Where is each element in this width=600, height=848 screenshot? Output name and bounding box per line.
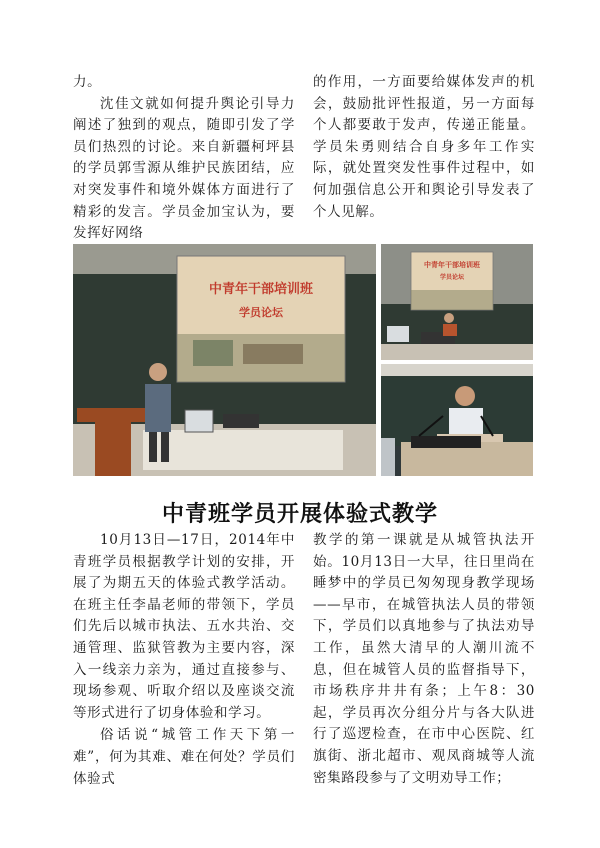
- photo-collage: [73, 244, 533, 476]
- article-right-column: [313, 530, 535, 789]
- paragraph: 力。: [73, 74, 102, 90]
- slide-title: 中青年干部培训班: [208, 282, 313, 297]
- paragraph: 10月13日—17日，2014年中青班学员根据教学计划的安排，开展了为期五天的体验式教学活动。在班主任李晶老师的带领下，学员们先后以城市执法、五水共治、交通管理、监狱管教为主要内容，深入一线亲力亲为，通过直接参与、现场参观、听取介绍以及座谈交流等形式进行了切身体验和学习。: [73, 532, 295, 721]
- paragraph: 沈佳文就如何提升舆论引导力阐述了独到的观点，随即引发了学员们热烈的讨论。来自新疆柯坪县的学员郭雪源从维护民族团结，应对突发事件和境外媒体方面进行了精彩的发言。学员金加宝认为，要发挥好网络: [73, 95, 295, 242]
- top-right-column: [313, 72, 535, 223]
- paragraph: 的作用，一方面要给媒体发声的机会，鼓励批评性报道，另一方面每个人都要敢于发声，传递正能量。学员朱勇则结合自身多年工作实际，就处置突发性事件过程中，如何加强信息公开和舆论引导发表了个人见解。: [313, 74, 535, 220]
- paragraph: 教学的第一课就是从城管执法开始。10月13日一大早，往日里尚在睡梦中的学员已匆匆现身教学现场——早市，在城管执法人员的带领下，学员们以真地参与了执法劝导工作，虽然大清早的人潮川流不息，但在城管人员的监督指导下，市场秩序井井有条；上午8：30起，学员再次分组分片与各大队进行了巡逻检查，在市中心医院、红旗街、浙北超市、观凤商城等人流密集路段参与了文明劝导工作；: [313, 532, 535, 786]
- paragraph: 俗话说“城管工作天下第一难”，何为其难、难在何处？学员们体验式: [73, 727, 295, 787]
- top-left-column: [73, 72, 295, 245]
- main-photo: [73, 244, 376, 476]
- article-title: 中青班学员开展体验式教学: [161, 502, 438, 527]
- slide-title: 中青年干部培训班: [424, 261, 480, 269]
- slide-subtitle: 学员论坛: [439, 274, 464, 281]
- slide-subtitle: 学员论坛: [239, 306, 283, 319]
- bottom-right-photo: [381, 364, 533, 476]
- top-right-photo: [381, 244, 533, 360]
- article-left-column: [73, 530, 295, 790]
